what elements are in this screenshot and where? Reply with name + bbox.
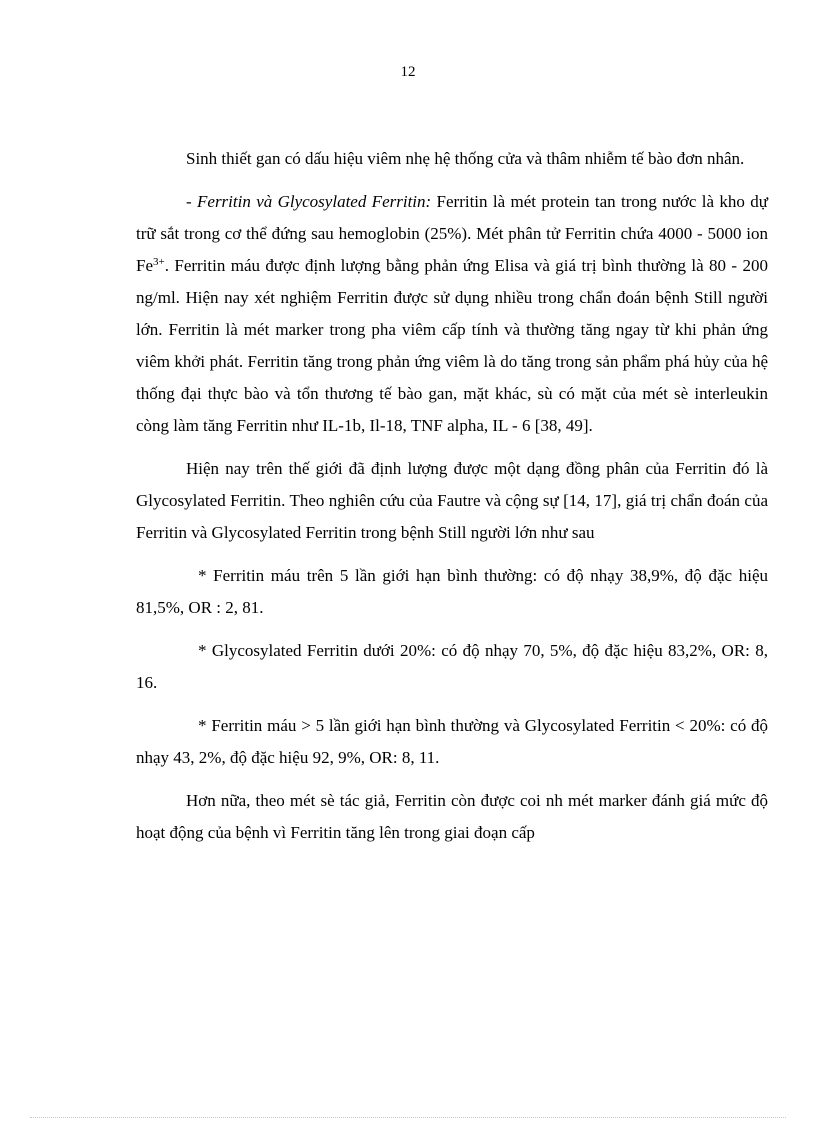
bullet-combined: * Ferritin máu > 5 lần giới hạn bình thường và Glycosylated Ferritin < 20%: có độ nhạy 43, 2%, độ đặc hiệu 92, 9%, OR: 8, 11. bbox=[136, 716, 768, 767]
paragraph-text: Ferritin là mét protein tan trong nước là kho dự trữ sắt trong cơ thể đứng sau hemoglobin (25%). Mét phân tử Ferritin chứa 4000 - 5000 ion Fe bbox=[136, 192, 768, 275]
bullet-glycosylated: * Glycosylated Ferritin dưới 20%: có độ nhạy 70, 5%, độ đặc hiệu 83,2%, OR: 8, 16. bbox=[136, 641, 768, 692]
superscript: 3+ bbox=[153, 256, 165, 268]
page-bottom-divider bbox=[30, 1117, 786, 1118]
page-number: 12 bbox=[400, 64, 416, 80]
paragraph-text: . Ferritin máu được định lượng bằng phản ứng Elisa và giá trị bình thường là 80 - 200 ng/ml. Hiện nay xét nghiệm Ferritin được sử dụng nhiều trong chẩn đoán bệnh Still người lớn. Ferritin là mét marker trong pha viêm cấp tính và thường tăng ngay từ khi phản ứng viêm khởi phát. Ferritin tăng trong phản ứng viêm là do tăng trong sản phẩm phá hủy của hệ thống đại thực bào và tổn thương tế bào gan, mặt khác, sù có mặt của mét sè interleukin còng làm tăng Ferritin như IL-1b, Il-18, TNF alpha, IL - 6 [38, 49]. bbox=[136, 256, 768, 435]
paragraph-disease-activity: Hơn nữa, theo mét sè tác giả, Ferritin còn được coi nh mét marker đánh giá mức độ hoạt động của bệnh vì Ferritin tăng lên trong giai đoạn cấp bbox=[136, 791, 768, 842]
paragraph-liver-biopsy: Sinh thiết gan có dấu hiệu viêm nhẹ hệ thống cửa và thâm nhiễm tế bào đơn nhân. bbox=[186, 149, 745, 168]
bullet-ferritin: * Ferritin máu trên 5 lần giới hạn bình thường: có độ nhạy 38,9%, độ đặc hiệu 81,5%, OR : 2, 81. bbox=[136, 566, 768, 617]
section-label: - Ferritin và Glycosylated Ferritin: bbox=[186, 192, 432, 211]
document-body bbox=[136, 143, 768, 860]
paragraph-ferritin-definition bbox=[136, 186, 768, 442]
paragraph-glycosylated-ferritin: Hiện nay trên thế giới đã định lượng được một dạng đồng phân của Ferritin đó là Glycosylated Ferritin. Theo nghiên cứu của Fautre và cộng sự [14, 17], giá trị chẩn đoán của Ferritin và Glycosylated Ferritin trong bệnh Still người lớn như sau bbox=[136, 459, 768, 542]
